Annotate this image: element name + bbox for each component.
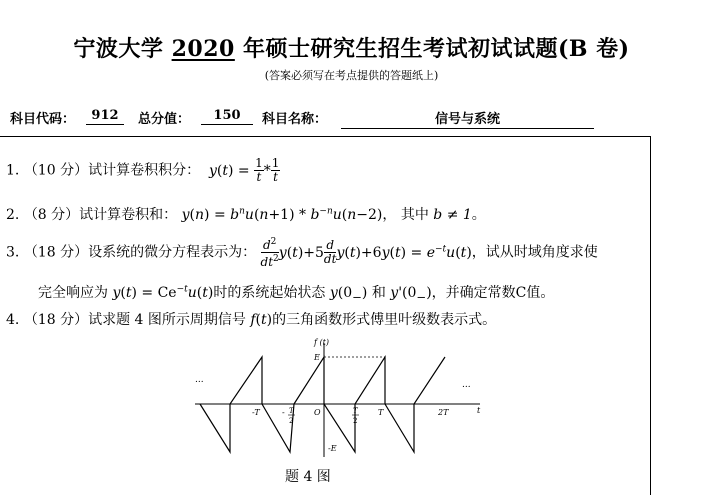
tick-half-T: T xyxy=(353,407,358,415)
svg-text:-: - xyxy=(282,408,285,417)
q1-number: 1. xyxy=(6,162,20,179)
q2-number: 2. xyxy=(6,207,20,223)
subject-name-value: 信号与系统 xyxy=(341,108,594,129)
q3-response: $y(t) = Ce^{-t}u(t)$ xyxy=(112,284,214,301)
title-prefix: 宁波大学 xyxy=(73,36,164,62)
q4-points: （18 分） xyxy=(23,312,89,328)
tick-T: T xyxy=(378,408,384,417)
subject-info-row xyxy=(10,108,610,128)
q3-yp0: $y'(0_-)$ xyxy=(390,285,432,304)
answer-note: (答案必须写在考点提供的答题纸上) xyxy=(264,69,439,82)
q4-tail: 的三角函数形式傅里叶级数表示式。 xyxy=(272,312,497,328)
q3-equation: $\frac{d^2}{dt^2}$ y(t)+5 $\frac{d}{dt}$ $y(t)+6y(t) = e^{-t}u(t)$ xyxy=(260,237,472,269)
score-value: 150 xyxy=(201,108,253,125)
periodic-signal-figure xyxy=(190,335,490,460)
q3-number: 3. xyxy=(6,244,20,261)
question-3 xyxy=(6,236,598,269)
tick-2T: 2T xyxy=(438,408,449,417)
exam-title xyxy=(0,32,703,63)
tick-neg-T: -T xyxy=(252,408,260,417)
question-2 xyxy=(6,204,486,224)
q3-y0: $y(0_-)$ xyxy=(329,285,368,304)
q4-number: 4. xyxy=(6,312,20,328)
q2-text: 试计算卷积和： xyxy=(79,207,178,223)
y-axis-label: f (t) xyxy=(314,338,329,347)
tick-neg-half-2: 2 xyxy=(289,417,294,425)
q2-end: 。 xyxy=(471,207,486,223)
question-4: 4. （18 分）试求题 4 图所示周期信号 f(t)的三角函数形式傅里叶级数表示式。 xyxy=(6,312,497,328)
tick-origin: O xyxy=(314,408,321,417)
figure-caption: 题 4 图 xyxy=(285,469,331,485)
dots-left: ... xyxy=(195,375,204,385)
neg-E-label: -E xyxy=(328,444,337,453)
question-3-line2 xyxy=(38,282,554,304)
q3-points: （18 分） xyxy=(23,244,89,261)
q3-line2-c: 和 xyxy=(371,285,386,301)
q1-formula: y(t) = $\frac{1}{t}$ * $\frac{1}{t}$ xyxy=(208,156,280,184)
q3-line2-a: 完全响应为 xyxy=(38,285,108,301)
q2-points: （8 分） xyxy=(23,207,80,223)
code-value: 912 xyxy=(86,108,124,125)
q1-points: （10 分） xyxy=(23,162,89,179)
q1-text: 试计算卷积积分： xyxy=(88,162,201,179)
dots-right: ... xyxy=(462,380,471,390)
q3-line2-b: 时的系统起始状态 xyxy=(213,285,326,301)
E-label: E xyxy=(314,353,320,362)
q4-ft: f xyxy=(250,312,256,328)
title-suffix: 年硕士研究生招生考试初试试题(B 卷) xyxy=(243,36,630,62)
x-axis-label: t xyxy=(477,406,481,415)
title-year: 2020 xyxy=(171,36,235,62)
q3-text: 设系统的微分方程表示为： xyxy=(88,244,257,261)
q3-tail: ，试从时域角度求使 xyxy=(471,244,598,261)
tick-neg-half-T: T xyxy=(289,407,294,415)
q4-text: 试求题 4 图所示周期信号 xyxy=(88,312,246,328)
q2-condition: b ≠ 1 xyxy=(433,207,472,223)
q2-tail: ， 其中 xyxy=(382,207,429,223)
code-label: 科目代码： xyxy=(10,112,76,127)
tick-half-2: 2 xyxy=(353,417,358,425)
q3-line2-d: ，并确定常数C值。 xyxy=(431,285,555,301)
q2-formula: $y(n) = b^nu(n+1) * b^{-n}u(n-2)$ xyxy=(181,206,383,223)
subject-name-label: 科目名称： xyxy=(262,112,328,127)
score-label: 总分值： xyxy=(138,112,191,127)
question-1 xyxy=(6,157,280,184)
